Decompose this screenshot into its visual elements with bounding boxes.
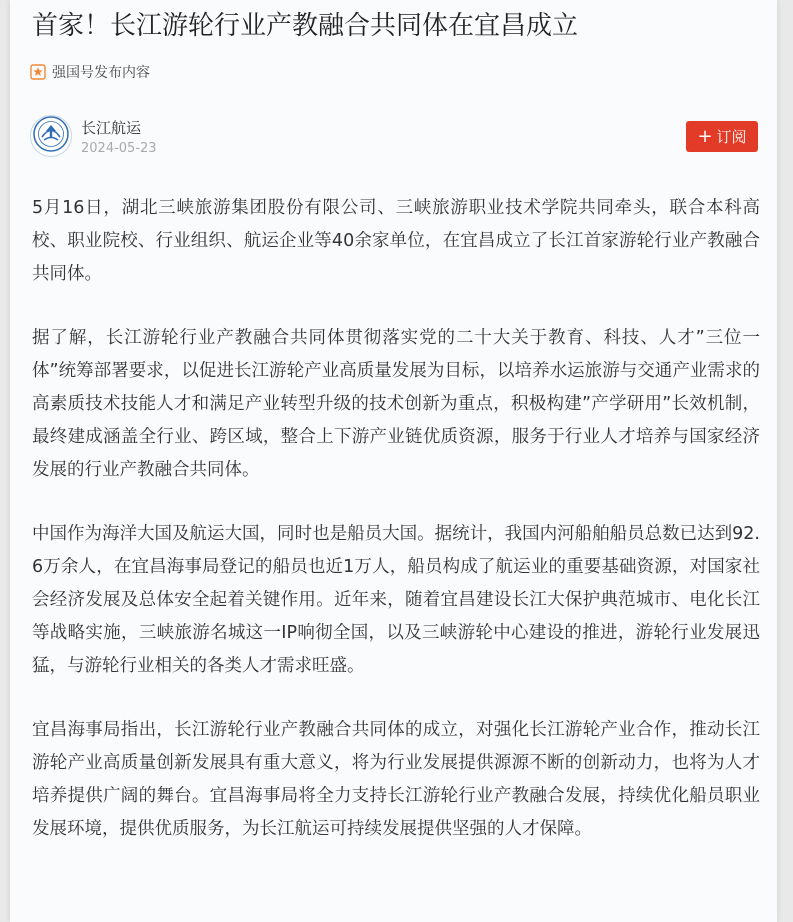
subscribe-button[interactable]	[686, 121, 758, 152]
plus-icon: +	[697, 125, 713, 147]
article-body	[32, 192, 760, 877]
paragraph: 5月16日，湖北三峡旅游集团股份有限公司、三峡旅游职业技术学院共同牵头，联合本科高校、职业院校、行业组织、航运企业等40余家单位，在宜昌成立了长江首家游轮行业产教融合共同体。	[32, 198, 760, 284]
author-block[interactable]	[30, 114, 157, 158]
publish-date: 2024-05-23	[81, 140, 157, 156]
subscribe-label: 订阅	[716, 128, 747, 146]
paragraph: 据了解，长江游轮行业产教融合共同体贯彻落实党的二十大关于教育、科技、人才”三位一体”统筹部署要求，以促进长江游轮产业高质量发展为目标，以培养水运旅游与交通产业需求的高素质技术技能人才和满足产业转型升级的技术创新为重点，积极构建”产学研用”长效机制，最终建成涵盖全行业、跨区域，整合上下游产业链优质资源，服务于行业人才培养与国家经济发展的行业产教融合共同体。	[32, 328, 760, 480]
star-badge-icon	[30, 64, 46, 80]
avatar[interactable]	[30, 115, 72, 157]
changjiang-logo-icon	[32, 115, 70, 157]
article-page	[10, 0, 777, 922]
source-label: 强国号发布内容	[52, 65, 150, 81]
author-meta	[81, 117, 157, 156]
author-name[interactable]: 长江航运	[81, 118, 142, 137]
source-line	[30, 62, 150, 82]
paragraph: 中国作为海洋大国及航运大国，同时也是船员大国。据统计，我国内河船舶船员总数已达到92.6万余人，在宜昌海事局登记的船员也近1万人，船员构成了航运业的重要基础资源，对国家社会经济发展及总体安全起着关键作用。近年来，随着宜昌建设长江大保护典范城市、电化长江等战略实施，三峡旅游名城这一IP响彻全国，以及三峡游轮中心建设的推进，游轮行业发展迅猛，与游轮行业相关的各类人才需求旺盛。	[32, 524, 760, 676]
paragraph: 宜昌海事局指出，长江游轮行业产教融合共同体的成立，对强化长江游轮产业合作，推动长江游轮产业高质量创新发展具有重大意义，将为行业发展提供源源不断的创新动力，也将为人才培养提供广阔的舞台。宜昌海事局将全力支持长江游轮行业产教融合发展，持续优化船员职业发展环境，提供优质服务，为长江航运可持续发展提供坚强的人才保障。	[32, 720, 760, 839]
article-title: 首家！长江游轮行业产教融合共同体在宜昌成立	[32, 11, 579, 41]
